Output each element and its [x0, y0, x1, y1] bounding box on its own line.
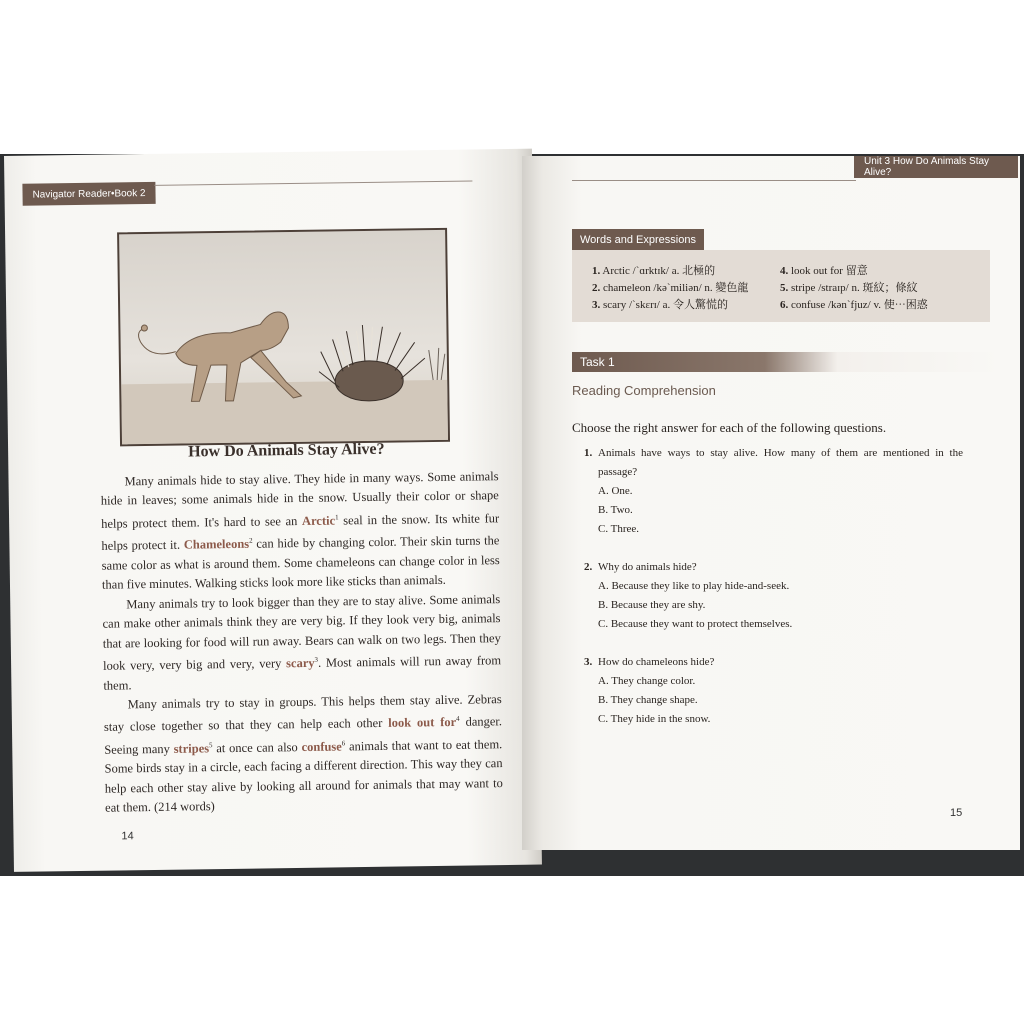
- option-2c: C. Because they want to protect themselves.: [598, 618, 793, 630]
- task-1-bar: Task 1: [572, 352, 1000, 372]
- vocab-item: 6. confuse /kənˋfjuz/ v. 使⋯困惑: [780, 299, 928, 311]
- lion-porcupine-photo: [117, 228, 450, 447]
- option-1a: A. One.: [598, 485, 633, 497]
- story-paragraph: [104, 690, 504, 818]
- left-page: [4, 149, 542, 872]
- footnote-marker: 6: [341, 739, 346, 748]
- option-3c: C. They hide in the snow.: [598, 713, 711, 725]
- story-title: How Do Animals Stay Alive?: [188, 440, 385, 461]
- words-expressions-label: Words and Expressions: [572, 229, 704, 250]
- question-3-text: How do chameleons hide?: [598, 656, 715, 668]
- vocab-item: 5. stripe /straɪp/ n. 斑紋；條紋: [780, 282, 918, 294]
- question-3: 3.: [584, 656, 593, 668]
- story-text: danger. Seeing many: [104, 714, 503, 757]
- footnote-marker: 1: [334, 513, 339, 522]
- keyword: scary: [286, 655, 315, 671]
- photo-illustration: [119, 230, 448, 445]
- right-page: [522, 156, 1020, 850]
- option-3a: A. They change color.: [598, 675, 696, 687]
- story-text: seal in the snow. Its white fur helps protect it.: [101, 511, 500, 554]
- story-text: Many animals try to stay in groups. This helps them stay alive. Zebras stay close together so that they can help each other: [103, 692, 502, 735]
- story-text: . Most animals will run away from them.: [103, 653, 502, 693]
- question-2-text: Why do animals hide?: [598, 561, 697, 573]
- vocab-item: 1. Arctic /ˋɑrktɪk/ a. 北極的: [592, 265, 716, 277]
- vocab-item: 3. scary /ˋskɛrɪ/ a. 令人驚慌的: [592, 299, 728, 311]
- option-2b: B. Because they are shy.: [598, 599, 706, 611]
- question-2: 2.: [584, 561, 593, 573]
- story-paragraph: [102, 590, 501, 696]
- page-number-left: 14: [121, 830, 134, 843]
- question-1-text: Animals have ways to stay alive. How many of them are mentioned in the: [598, 447, 963, 459]
- story-text: Many animals hide to stay alive. They hide in many ways. Some animals hide in leaves; some animals hide in the snow. Usually their color or shape helps protect them. It's hard to see an: [100, 469, 499, 531]
- vocab-item: 4. look out for 留意: [780, 265, 868, 277]
- story-paragraph: [100, 467, 500, 595]
- option-2a: A. Because they like to play hide-and-seek.: [598, 580, 790, 592]
- footnote-marker: 2: [248, 536, 253, 545]
- footnote-marker: 5: [208, 741, 213, 750]
- story-text: Many animals try to look bigger than they are to stay alive. Some animals can make other animals think they are very big. If they look very big, animals that are looking for food will run away. Bears can walk on two legs. Then they look very, very big and very, very: [102, 591, 501, 673]
- option-1c: C. Three.: [598, 523, 640, 535]
- header-rule-right: [572, 180, 856, 181]
- footnote-marker: 3: [314, 655, 319, 664]
- keyword: stripes: [173, 741, 210, 756]
- story-text: at once can also: [212, 739, 302, 756]
- story-text: can hide by changing color. Their skin turns the same color as what is around them. Some chameleons can change color in less than five minutes. Walking sticks look more like sticks than animals.: [101, 533, 500, 593]
- keyword: Arctic: [301, 513, 336, 528]
- story-body: [100, 467, 503, 818]
- question-1-text-cont: passage?: [598, 466, 638, 478]
- instruction: Choose the right answer for each of the following questions.: [572, 420, 887, 435]
- unit-header: Unit 3 How Do Animals Stay Alive?: [854, 156, 1018, 178]
- task-subtitle: Reading Comprehension: [572, 383, 716, 398]
- vocab-item: 2. chameleon /kəˋmiliən/ n. 變色龍: [592, 282, 749, 294]
- header-rule: [154, 180, 472, 185]
- book-header: Navigator Reader•Book 2: [22, 182, 155, 206]
- keyword: Chameleons: [183, 537, 250, 553]
- footnote-marker: 4: [456, 715, 460, 724]
- option-1b: B. Two.: [598, 504, 633, 516]
- question-1: 1.: [584, 447, 593, 459]
- option-3b: B. They change shape.: [598, 694, 698, 706]
- keyword: confuse: [301, 739, 342, 754]
- page-number-right: 15: [950, 807, 963, 819]
- story-text: animals that want to eat them. Some birds stay in a circle, each facing a different direction. This way they can help each other stay alive by looking all around for animals that may want to eat them. (214 words): [104, 737, 503, 815]
- keyword: look out for: [388, 715, 457, 731]
